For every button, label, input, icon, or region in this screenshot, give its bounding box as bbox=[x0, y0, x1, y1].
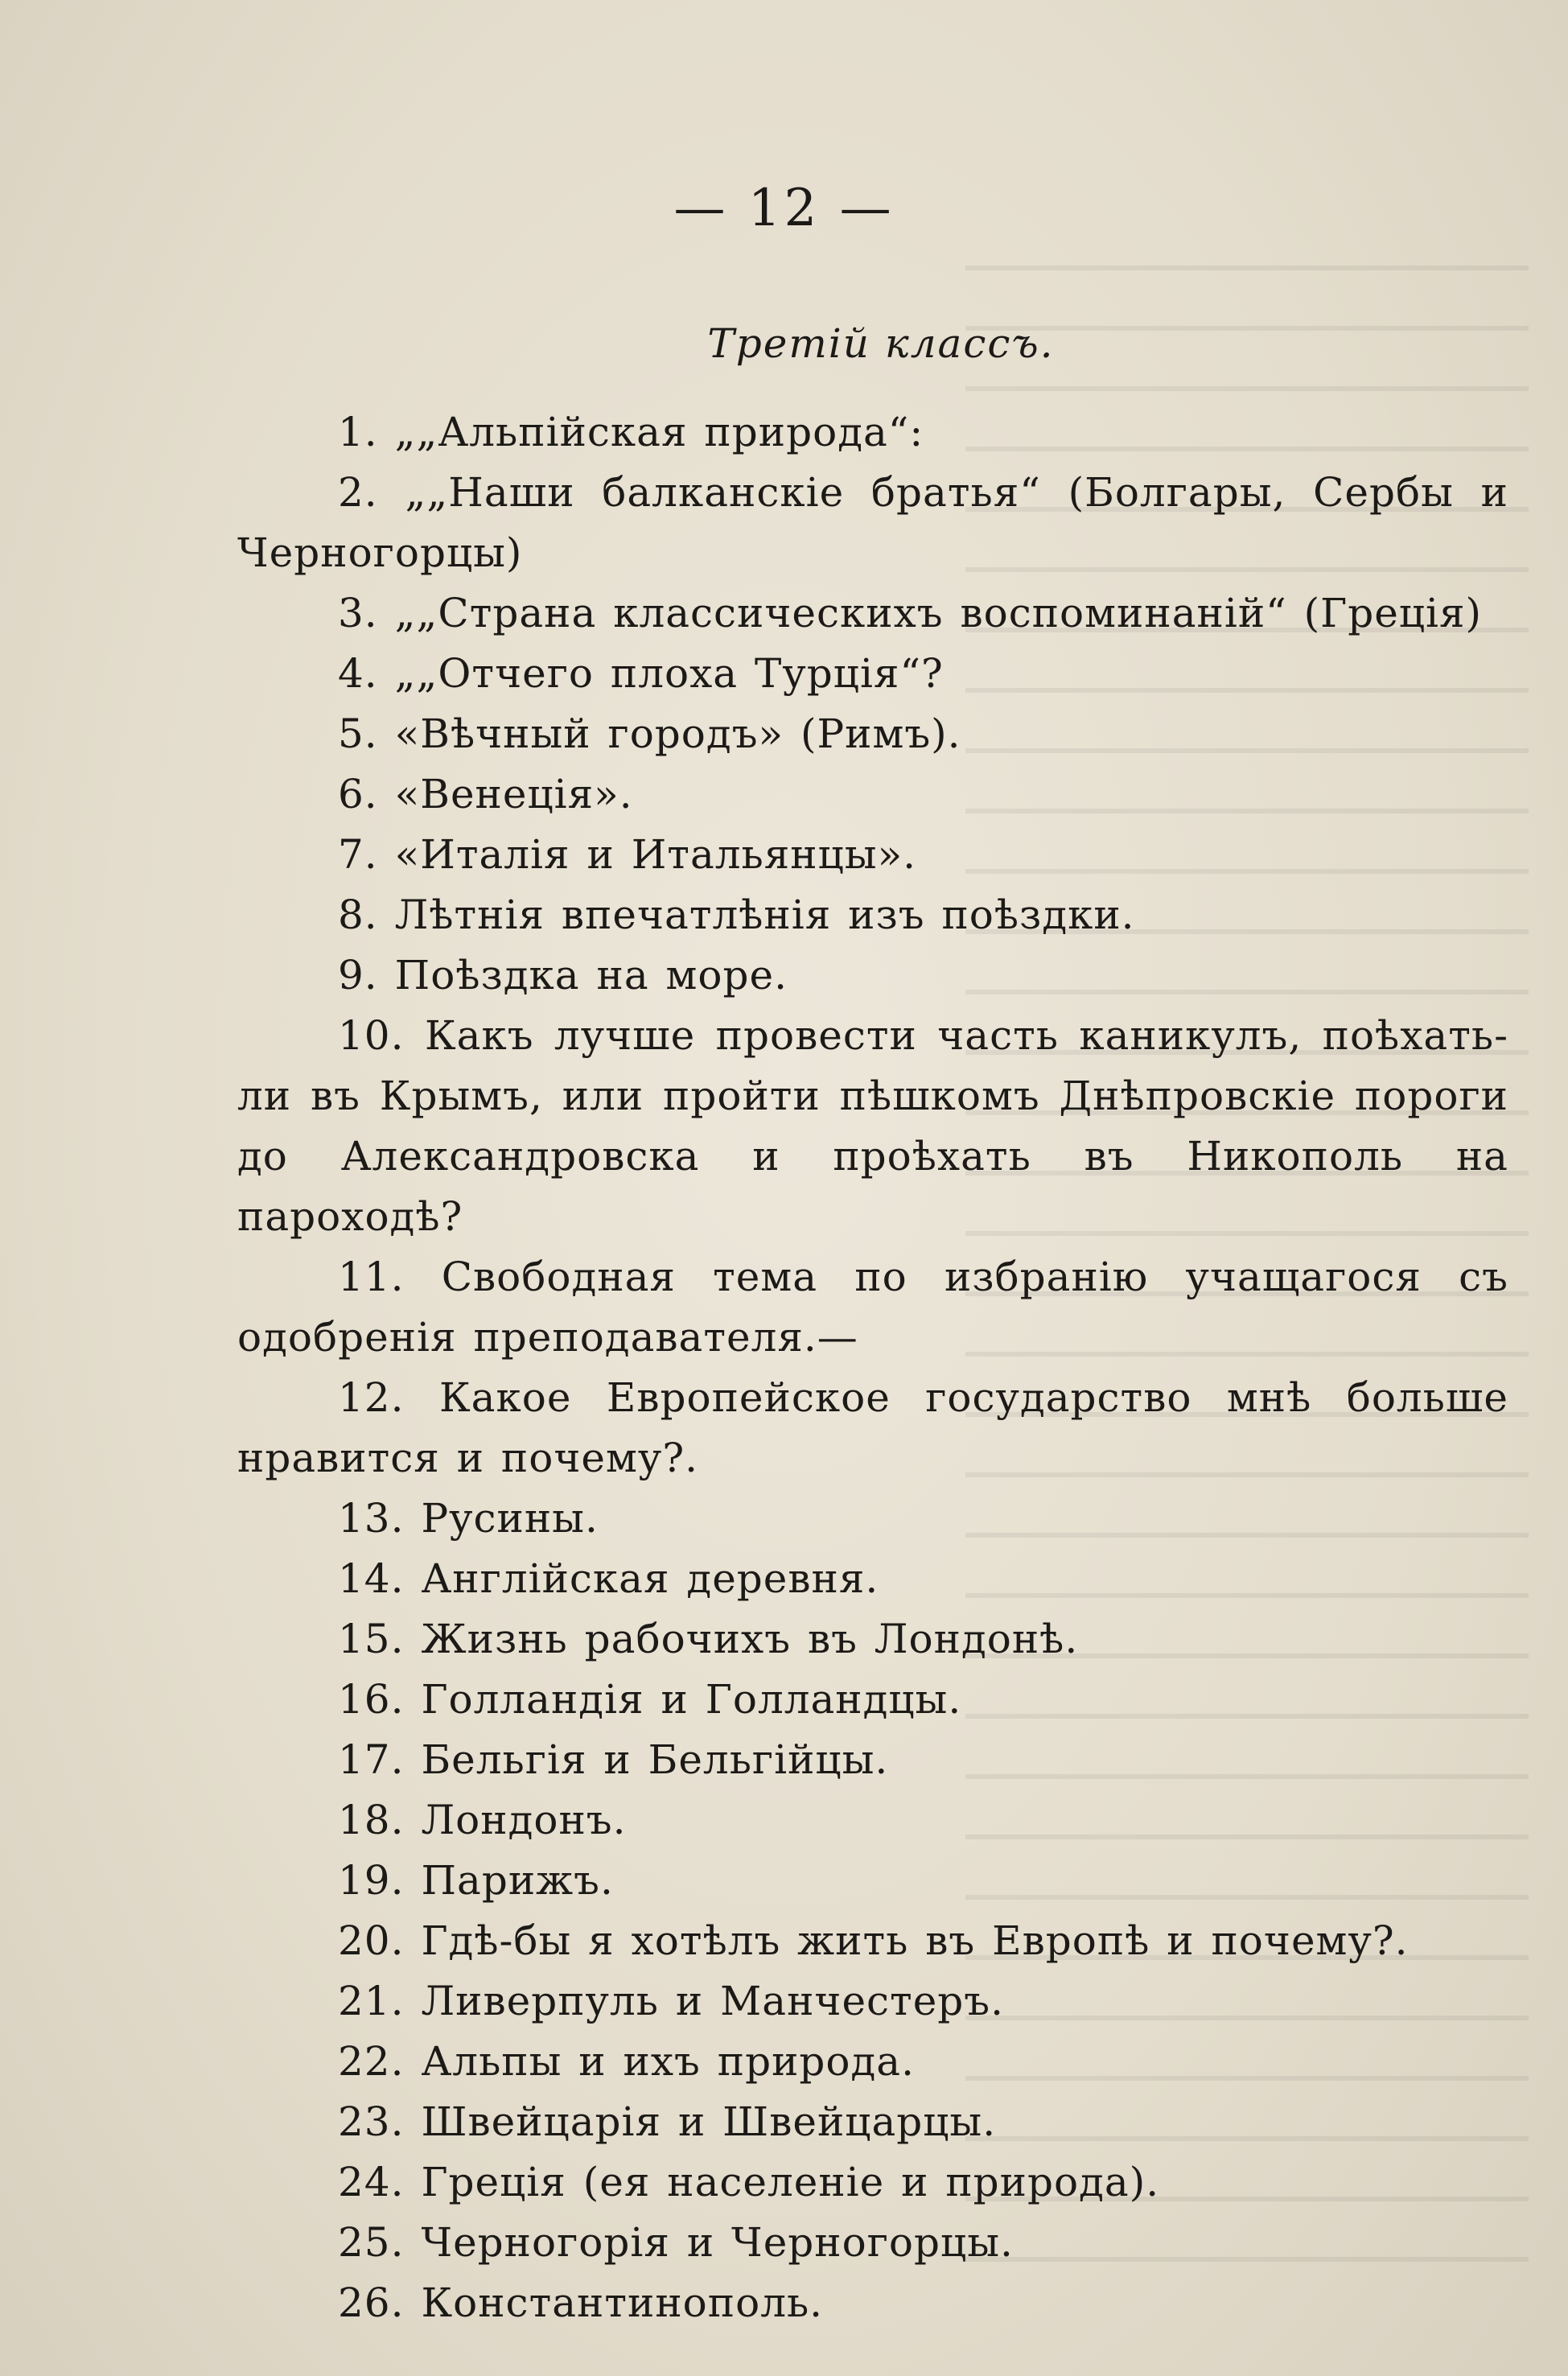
item-number: 26. bbox=[338, 2279, 405, 2326]
item-number: 18. bbox=[338, 1797, 405, 1843]
list-item bbox=[237, 704, 1508, 764]
item-number: 5. bbox=[338, 710, 378, 757]
page-number: — 12 — bbox=[673, 179, 895, 238]
item-text: «Италія и Итальянцы». bbox=[394, 831, 917, 878]
item-text: Поѣздка на море. bbox=[394, 952, 788, 999]
item-text: Русины. bbox=[421, 1495, 599, 1542]
list-item bbox=[237, 2273, 1508, 2333]
item-text: «Венеція». bbox=[394, 771, 633, 817]
item-text: Гдѣ-бы я хотѣлъ жить въ Европѣ и почему?. bbox=[421, 1917, 1409, 1964]
item-text: Какое Европейское государство мнѣ больше нравится и почему?. bbox=[237, 1374, 1508, 1481]
item-text: Лѣтнія впечатлѣнія изъ поѣздки. bbox=[394, 892, 1135, 938]
item-text: Англійская деревня. bbox=[421, 1555, 879, 1602]
section-heading: Третій классъ. bbox=[707, 320, 1055, 367]
list-item bbox=[237, 583, 1508, 644]
list-item bbox=[237, 2032, 1508, 2092]
item-number: 13. bbox=[338, 1495, 405, 1542]
item-text: „„Альпійская природа“: bbox=[394, 409, 924, 455]
item-text: Бельгія и Бельгійцы. bbox=[421, 1736, 889, 1783]
item-number: 12. bbox=[338, 1374, 405, 1421]
item-text: Греція (ея населеніе и природа). bbox=[421, 2159, 1160, 2205]
list-item bbox=[237, 1790, 1508, 1851]
item-number: 6. bbox=[338, 771, 378, 817]
item-number: 8. bbox=[338, 892, 378, 938]
item-text: „„Наши балканскіе братья“ (Болгары, Сербы и Черногорцы) bbox=[237, 469, 1508, 576]
item-number: 15. bbox=[338, 1616, 405, 1662]
list-item bbox=[237, 1006, 1508, 1247]
list-item bbox=[237, 1730, 1508, 1790]
item-number: 3. bbox=[338, 590, 378, 636]
item-number: 22. bbox=[338, 2038, 405, 2085]
list-item bbox=[237, 2092, 1508, 2152]
topic-list bbox=[237, 402, 1508, 2333]
item-number: 9. bbox=[338, 952, 378, 999]
list-item bbox=[237, 1247, 1508, 1368]
item-text: „„Страна классическихъ воспоминаній“ (Греція) bbox=[394, 590, 1483, 636]
list-item bbox=[237, 1489, 1508, 1549]
item-number: 10. bbox=[338, 1012, 405, 1059]
item-number: 4. bbox=[338, 650, 378, 697]
list-item bbox=[237, 402, 1508, 463]
list-item bbox=[237, 1971, 1508, 2032]
item-number: 20. bbox=[338, 1917, 405, 1964]
list-item bbox=[237, 1549, 1508, 1609]
list-item bbox=[237, 1609, 1508, 1670]
item-text: Какъ лучше провести часть каникулъ, поѣхать-ли въ Крымъ, или пройти пѣшкомъ Днѣпровскіе пороги до Александровска и проѣхать въ Никополь на пароходѣ? bbox=[237, 1012, 1508, 1240]
item-number: 17. bbox=[338, 1736, 405, 1783]
list-item bbox=[237, 463, 1508, 583]
list-item bbox=[237, 1911, 1508, 1971]
item-number: 7. bbox=[338, 831, 378, 878]
item-text: Швейцарія и Швейцарцы. bbox=[421, 2098, 997, 2145]
list-item bbox=[237, 644, 1508, 704]
item-text: Константинополь. bbox=[421, 2279, 824, 2326]
item-number: 2. bbox=[338, 469, 378, 516]
item-text: Свободная тема по избранію учащагося съ одобренія преподавателя.— bbox=[237, 1254, 1508, 1361]
item-number: 24. bbox=[338, 2159, 405, 2205]
item-number: 23. bbox=[338, 2098, 405, 2145]
list-item bbox=[237, 2213, 1508, 2273]
item-text: Альпы и ихъ природа. bbox=[421, 2038, 916, 2085]
list-item bbox=[237, 764, 1508, 825]
item-text: Ливерпуль и Манчестеръ. bbox=[421, 1978, 1005, 2024]
item-number: 16. bbox=[338, 1676, 405, 1723]
item-number: 14. bbox=[338, 1555, 405, 1602]
item-text: «Вѣчный городъ» (Римъ). bbox=[394, 710, 961, 757]
item-number: 25. bbox=[338, 2219, 405, 2266]
list-item bbox=[237, 2152, 1508, 2213]
item-number: 21. bbox=[338, 1978, 405, 2024]
list-item bbox=[237, 945, 1508, 1006]
item-text: Жизнь рабочихъ въ Лондонѣ. bbox=[421, 1616, 1079, 1662]
list-item bbox=[237, 1851, 1508, 1911]
list-item bbox=[237, 1368, 1508, 1489]
item-number: 1. bbox=[338, 409, 378, 455]
item-text: Голландія и Голландцы. bbox=[421, 1676, 962, 1723]
item-text: Парижъ. bbox=[421, 1857, 614, 1904]
item-text: „„Отчего плоха Турція“? bbox=[394, 650, 944, 697]
list-item bbox=[237, 825, 1508, 885]
item-number: 19. bbox=[338, 1857, 405, 1904]
item-text: Лондонъ. bbox=[421, 1797, 627, 1843]
list-item bbox=[237, 1670, 1508, 1730]
item-text: Черногорія и Черногорцы. bbox=[421, 2219, 1014, 2266]
list-item bbox=[237, 885, 1508, 945]
item-number: 11. bbox=[338, 1254, 405, 1300]
